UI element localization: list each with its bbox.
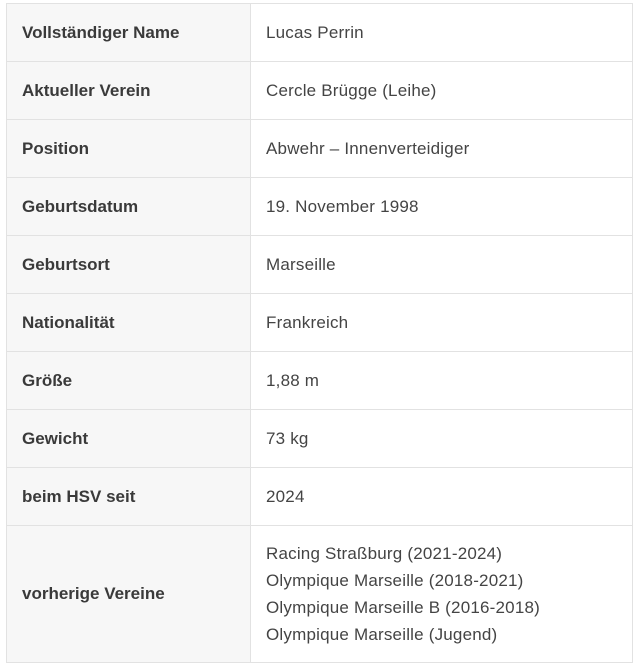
table-row-previous-clubs [7,526,633,663]
row-value: 2024 [251,468,633,526]
row-label: vorherige Vereine [7,526,251,663]
previous-club-item: Racing Straßburg (2021-2024) [266,544,503,563]
table-row-current-club [7,62,633,120]
previous-clubs-list [251,526,633,663]
table-row-birth-place [7,236,633,294]
row-label: Gewicht [7,410,251,468]
row-value: 73 kg [251,410,633,468]
previous-club-item: Olympique Marseille (Jugend) [266,625,498,644]
row-value: Lucas Perrin [251,4,633,62]
row-label: Nationalität [7,294,251,352]
table-row-weight [7,410,633,468]
row-value: Frankreich [251,294,633,352]
row-value: 1,88 m [251,352,633,410]
row-label: Vollständiger Name [7,4,251,62]
table-row-hsv-since [7,468,633,526]
row-label: Geburtsort [7,236,251,294]
row-label: Position [7,120,251,178]
table-row-height [7,352,633,410]
previous-club-item: Olympique Marseille (2018-2021) [266,571,524,590]
previous-club-item: Olympique Marseille B (2016-2018) [266,598,541,617]
row-label: beim HSV seit [7,468,251,526]
player-profile-table [6,3,633,663]
table-row-nationality [7,294,633,352]
row-value: Cercle Brügge (Leihe) [251,62,633,120]
row-value: 19. November 1998 [251,178,633,236]
row-value: Marseille [251,236,633,294]
table-row-position [7,120,633,178]
table-row-birth-date [7,178,633,236]
row-label: Geburtsdatum [7,178,251,236]
row-label: Aktueller Verein [7,62,251,120]
table-row-full-name [7,4,633,62]
row-label: Größe [7,352,251,410]
row-value: Abwehr – Innenverteidiger [251,120,633,178]
